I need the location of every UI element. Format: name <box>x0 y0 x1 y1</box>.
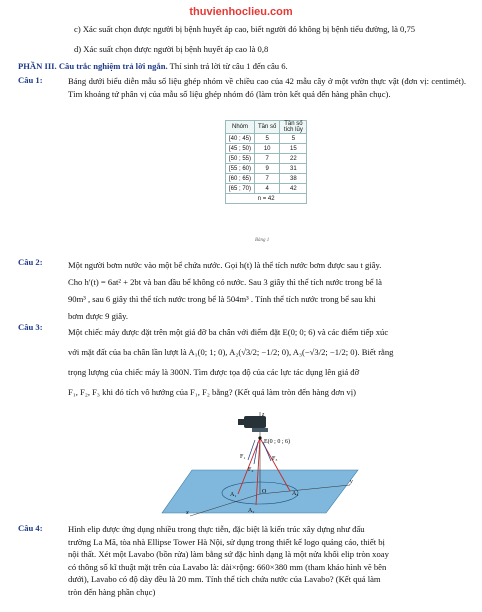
question-2-line: 90m³ , sau 6 giây thì thể tích nước trong bể là 504m³ . Tính thể tích nước trong bể sau khi <box>68 294 376 304</box>
table-row <box>226 164 307 174</box>
point-e <box>258 436 261 439</box>
watermark: thuvienhoclieu.com <box>189 6 293 18</box>
table-row <box>226 174 307 184</box>
table-total: n = 42 <box>226 194 307 204</box>
table-cell: [50 ; 55) <box>226 154 255 164</box>
table-row <box>226 144 307 154</box>
table-total-row <box>226 194 307 204</box>
question-3-line: Một chiếc máy được đặt trên một giá đỡ ba chân với điểm đặt E(0; 0; 6) và các điểm tiếp xúc <box>68 327 389 337</box>
table-header-row <box>226 121 307 134</box>
machine-mount <box>252 428 268 432</box>
label-x: x <box>186 510 189 516</box>
question-4-text <box>68 523 466 598</box>
table-caption: Bảng 1 <box>255 238 270 243</box>
question-3-line: với mặt đất của ba chân lần lượt là A₁(0; 1; 0), A₂(√3/2; −1/2; 0), A₃(−√3/2; −1/2; 0). Biết rằng <box>68 347 394 357</box>
label-f1: F₁ <box>240 454 246 460</box>
question-1-text: Bảng dưới biểu diễn mẫu số liệu ghép nhóm về chiều cao của 42 mẫu cây ở một vườn thực vật (đơn vị: centimét). Tìm khoảng tứ phân vị của mẫu số liệu ghép nhóm đó (làm tròn kết quả đến hàng phần chục). <box>68 76 466 99</box>
table-header: Tần số tích lũy <box>280 121 307 134</box>
label-e: E(0 ; 0 ; 6) <box>264 439 290 445</box>
question-3-line: F₁, F₂, F₃ khi đó tích vô hướng của F₁, F₂ bằng? (Kết quả làm tròn đến hàng đơn vị) <box>68 387 356 397</box>
question-2-line: bơm được 9 giây. <box>68 311 128 321</box>
machine-lens <box>238 419 246 425</box>
frequency-table <box>225 120 307 204</box>
option-c: c) Xác suất chọn được người bị bệnh huyết áp cao, biết người đó không bị bệnh tiểu đường, là 0,75 <box>74 24 416 34</box>
table-cell: 4 <box>255 184 280 194</box>
question-3-label: Câu 3: <box>18 322 43 332</box>
label-a1: A₁ <box>230 492 237 498</box>
table-cell: 15 <box>280 144 307 154</box>
table-cell: 7 <box>255 154 280 164</box>
question-4-line: có thông số kĩ thuật mặt trên của Lavabo là: dài×rộng: 660×380 mm (tham khảo hình vẽ bên <box>68 561 387 572</box>
force-f2 <box>254 442 258 464</box>
option-d: d) Xác suất chọn được người bị bệnh huyết áp cao là 0,8 <box>74 44 269 54</box>
tripod-figure <box>150 408 360 518</box>
table-header: Tần số <box>255 121 280 134</box>
question-4-label: Câu 4: <box>18 523 43 533</box>
table-row <box>226 154 307 164</box>
question-1-label: Câu 1: <box>18 75 43 85</box>
table-row <box>226 184 307 194</box>
question-3-line: trọng lượng của chiếc máy là 300N. Tìm được tọa độ của các lực tác dụng lên giá đỡ <box>68 367 360 377</box>
label-a2: A₂ <box>248 508 255 514</box>
label-o: O <box>262 489 267 495</box>
label-f2: F₂ <box>248 467 254 473</box>
table-cell: 7 <box>255 174 280 184</box>
table-cell: [65 ; 70) <box>226 184 255 194</box>
force-f1 <box>248 440 255 460</box>
question-2-label: Câu 2: <box>18 257 43 267</box>
part-instruction: Thí sinh trả lời từ câu 1 đến câu 6. <box>167 61 288 71</box>
label-z: z <box>262 412 265 418</box>
table-cell: 9 <box>255 164 280 174</box>
question-2-line: Một người bơm nước vào một bể chứa nước. Gọi h(t) là thể tích nước bơm được sau t giây. <box>68 260 382 270</box>
question-3-text <box>68 322 466 402</box>
table-cell: 42 <box>280 184 307 194</box>
label-a3: A₃ <box>292 491 299 497</box>
label-f3: F₃ <box>272 456 278 462</box>
table-cell: [60 ; 65) <box>226 174 255 184</box>
table-cell: [40 ; 45) <box>226 134 255 144</box>
part-heading <box>18 61 288 72</box>
question-2-text <box>68 257 466 325</box>
question-4-line: trường La Mã, tòa nhà Ellipse Tower Hà Nội, sử dụng trong thiết kế logo quảng cáo, thiết bị <box>68 536 385 547</box>
table-cell: [45 ; 50) <box>226 144 255 154</box>
table-cell: 31 <box>280 164 307 174</box>
question-2-line: Cho h′(t) = 6at² + 2bt và ban đầu bể không có nước. Sau 3 giây thì thể tích nước trong bể là <box>68 277 382 287</box>
question-4-line: tròn đến hàng phần chục) <box>68 586 156 597</box>
table-cell: 22 <box>280 154 307 164</box>
table-header: Nhóm <box>226 121 255 134</box>
question-4-line: nội thất. Xét một Lavabo (bồn rửa) làm bằng sứ đặc hình dạng là một nửa khối elip tròn xoay <box>68 549 389 559</box>
table-cell: 5 <box>255 134 280 144</box>
table-cell: 10 <box>255 144 280 154</box>
label-y: y <box>350 479 353 485</box>
question-4-line: Hình elip được ứng dụng nhiều trong thực tiễn, đặc biệt là kiến trúc xây dựng như đấu <box>68 524 365 534</box>
table-cell: 38 <box>280 174 307 184</box>
part-title: PHẦN III. Câu trắc nghiệm trả lời ngắn. <box>18 61 168 71</box>
table-row <box>226 134 307 144</box>
table-cell: [55 ; 60) <box>226 164 255 174</box>
question-4-line: dưới), Lavabo có độ dày đều là 20 mm. Tính thể tích chứa nước của Lavabo? (Kết quả làm <box>68 574 381 584</box>
table-cell: 5 <box>280 134 307 144</box>
